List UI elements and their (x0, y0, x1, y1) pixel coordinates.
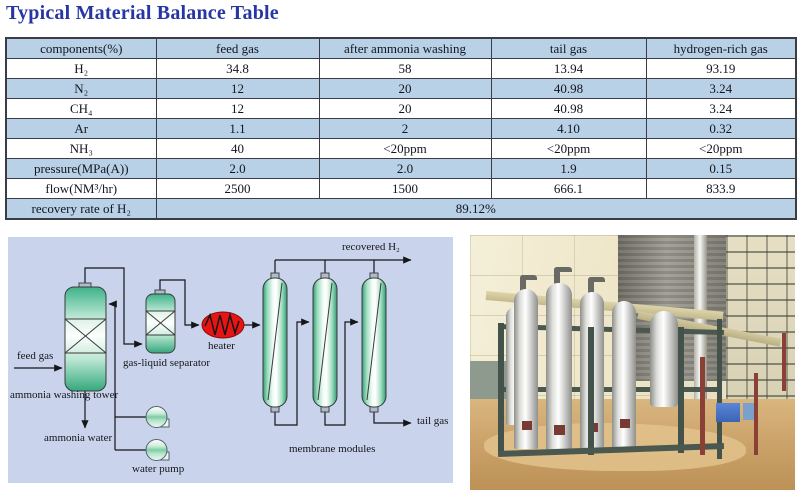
photo-drum (650, 311, 678, 407)
row-label: NH₃ (6, 139, 156, 159)
tail-gas-label: tail gas (417, 415, 449, 427)
page-title: Typical Material Balance Table (6, 2, 279, 24)
material-balance-table (5, 37, 797, 220)
cell: 2500 (156, 179, 319, 199)
photo-electrical-cabinet (716, 403, 740, 422)
cell: 3.24 (646, 79, 796, 99)
heater-label: heater (208, 340, 235, 352)
photo-foreground-post (700, 357, 705, 455)
table-footer-row (6, 199, 796, 220)
cell: 34.8 (156, 59, 319, 79)
table-row (6, 99, 796, 119)
cell: 3.24 (646, 99, 796, 119)
cell: <20ppm (319, 139, 491, 159)
cell: 666.1 (491, 179, 646, 199)
photo-steel-structure (726, 235, 795, 421)
water-pump-label: water pump (132, 463, 185, 475)
cell: 2.0 (156, 159, 319, 179)
cell: 20 (319, 79, 491, 99)
row-label: N₂ (6, 79, 156, 99)
cell: 58 (319, 59, 491, 79)
cell: 0.15 (646, 159, 796, 179)
table-row (6, 139, 796, 159)
heater-symbol (202, 312, 244, 338)
row-label: pressure(MPa(A)) (6, 159, 156, 179)
table-row (6, 59, 796, 79)
row-label: Ar (6, 119, 156, 139)
ammonia-water-label: ammonia water (44, 432, 113, 444)
cell: 12 (156, 79, 319, 99)
row-label: CH₄ (6, 99, 156, 119)
recovered-h2-label: recovered H₂ (342, 241, 400, 253)
cell: 833.9 (646, 179, 796, 199)
plant-photo (470, 235, 795, 490)
col-header-feed-gas: feed gas (156, 38, 319, 59)
col-header-tail-gas: tail gas (491, 38, 646, 59)
table-header-row (6, 38, 796, 59)
cell: 20 (319, 99, 491, 119)
cell: 1.9 (491, 159, 646, 179)
gas-liquid-separator (146, 290, 175, 353)
photo-pipe-elbow (520, 275, 537, 280)
water-pump-symbols (146, 407, 169, 461)
table-row (6, 119, 796, 139)
ammonia-washing-tower (65, 283, 106, 391)
col-header-hydrogen-rich-gas: hydrogen-rich gas (646, 38, 796, 59)
cell: 12 (156, 99, 319, 119)
table-row (6, 179, 796, 199)
cell: 2.0 (319, 159, 491, 179)
photo-pipe-elbow (554, 267, 572, 272)
cell: 1500 (319, 179, 491, 199)
recovery-rate-value: 89.12% (156, 199, 796, 220)
membrane-modules-symbols (263, 273, 386, 412)
cell: 40 (156, 139, 319, 159)
photo-pipe-elbow (588, 277, 605, 282)
photo-valve (620, 419, 630, 428)
table-row (6, 79, 796, 99)
cell: <20ppm (646, 139, 796, 159)
process-flow-diagram (8, 237, 453, 483)
cell: 13.94 (491, 59, 646, 79)
photo-foreground-post (754, 373, 758, 455)
ammonia-washing-tower-label: ammonia washing tower (10, 389, 119, 401)
photo-valve (522, 421, 532, 430)
photo-frame-post (717, 319, 722, 459)
cell: 0.32 (646, 119, 796, 139)
flow-diagram-graphics (8, 237, 453, 483)
cell: 93.19 (646, 59, 796, 79)
photo-frame-post (588, 327, 594, 455)
table-row (6, 159, 796, 179)
row-label: H₂ (6, 59, 156, 79)
photo-column (612, 301, 636, 451)
row-label: flow(NM³/hr) (6, 179, 156, 199)
photo-foreground-post (782, 333, 786, 391)
cell: 2 (319, 119, 491, 139)
col-header-after-ammonia-washing: after ammonia washing (319, 38, 491, 59)
row-label: recovery rate of H₂ (6, 199, 156, 220)
cell: 40.98 (491, 79, 646, 99)
photo-valve (554, 425, 565, 435)
gas-liquid-separator-label: gas-liquid separator (123, 357, 211, 369)
cell: <20ppm (491, 139, 646, 159)
cell: 40.98 (491, 99, 646, 119)
col-header-components: components(%) (6, 38, 156, 59)
photo-frame-post (678, 327, 684, 453)
cell: 1.1 (156, 119, 319, 139)
feed-gas-label: feed gas (17, 350, 54, 362)
cell: 4.10 (491, 119, 646, 139)
membrane-modules-label: membrane modules (289, 443, 376, 455)
photo-frame-post (498, 323, 504, 455)
